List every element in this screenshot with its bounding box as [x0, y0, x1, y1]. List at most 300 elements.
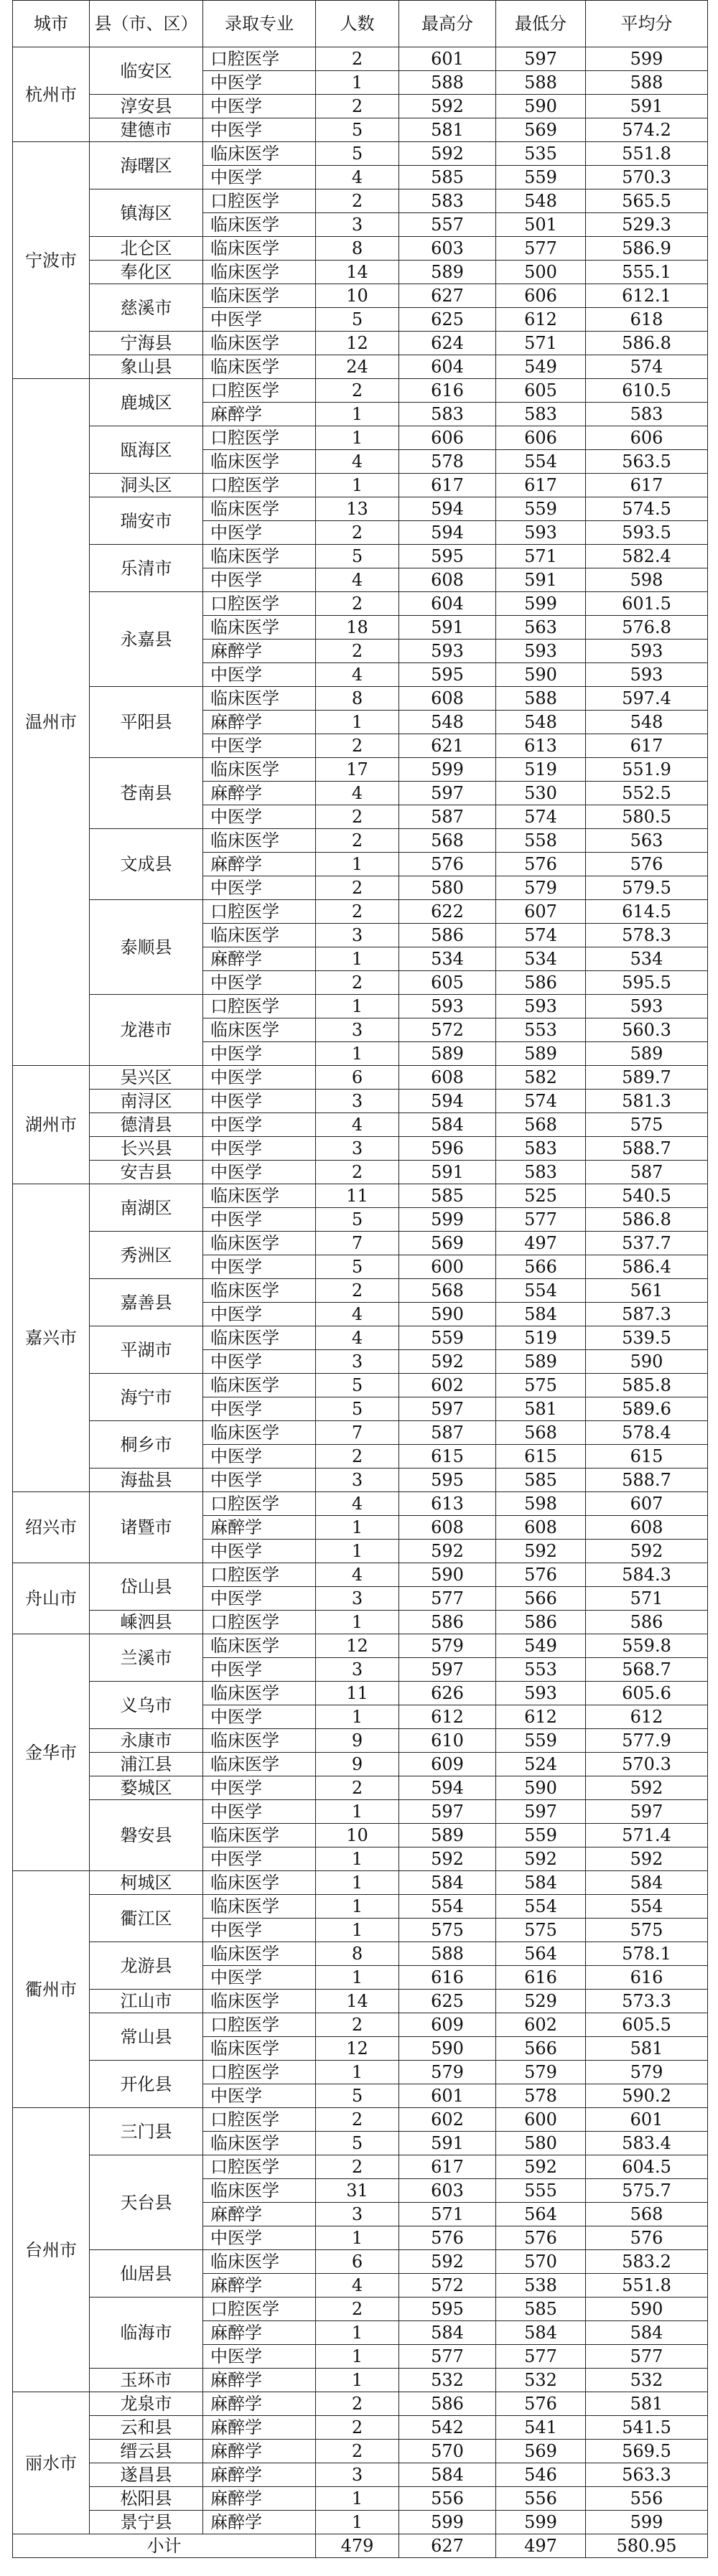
county-cell: 永嘉县	[90, 592, 203, 687]
max-score-cell: 584	[399, 2463, 496, 2487]
county-cell: 瓯海区	[90, 426, 203, 474]
avg-score-cell: 581.3	[586, 1090, 708, 1113]
major-cell: 中医学	[203, 1397, 316, 1421]
avg-score-cell: 586.4	[586, 1255, 708, 1279]
major-cell: 临床医学	[203, 2250, 316, 2274]
count-cell: 1	[316, 1516, 399, 1540]
count-cell: 2	[316, 47, 399, 71]
count-cell: 1	[316, 1919, 399, 1942]
count-cell: 4	[316, 2274, 399, 2298]
min-score-cell: 574	[496, 1090, 586, 1113]
major-cell: 麻醉学	[203, 640, 316, 663]
county-cell: 仙居县	[90, 2250, 203, 2298]
min-score-cell: 617	[496, 474, 586, 497]
count-cell: 3	[316, 1137, 399, 1161]
major-cell: 口腔医学	[203, 2155, 316, 2179]
min-score-cell: 599	[496, 592, 586, 616]
avg-score-cell: 578.4	[586, 1421, 708, 1445]
major-cell: 中医学	[203, 1255, 316, 1279]
avg-score-cell: 556	[586, 2487, 708, 2511]
major-cell: 临床医学	[203, 332, 316, 355]
county-cell: 南湖区	[90, 1184, 203, 1232]
major-cell: 中医学	[203, 1847, 316, 1871]
count-cell: 3	[316, 1018, 399, 1042]
min-score-cell: 564	[496, 2203, 586, 2226]
county-cell: 平阳县	[90, 687, 203, 758]
table-row	[13, 1776, 708, 1800]
min-score-cell: 554	[496, 450, 586, 474]
avg-score-cell: 574.5	[586, 497, 708, 521]
avg-score-cell: 618	[586, 308, 708, 332]
max-score-cell: 585	[399, 166, 496, 189]
count-cell: 1	[316, 2511, 399, 2534]
avg-score-cell: 565.5	[586, 189, 708, 213]
count-cell: 3	[316, 2463, 399, 2487]
max-score-cell: 604	[399, 592, 496, 616]
count-cell: 5	[316, 1374, 399, 1397]
county-cell: 衢江区	[90, 1895, 203, 1942]
major-cell: 中医学	[203, 1540, 316, 1563]
city-cell: 衢州市	[13, 1871, 90, 2108]
major-cell: 临床医学	[203, 1990, 316, 2013]
avg-score-cell: 606	[586, 426, 708, 450]
min-score-cell: 588	[496, 687, 586, 711]
max-score-cell: 584	[399, 1113, 496, 1137]
major-cell: 麻醉学	[203, 711, 316, 734]
major-cell: 中医学	[203, 1066, 316, 1090]
max-score-cell: 593	[399, 995, 496, 1018]
count-cell: 5	[316, 118, 399, 142]
min-score-cell: 549	[496, 1634, 586, 1658]
major-cell: 中医学	[203, 118, 316, 142]
max-score-cell: 609	[399, 2013, 496, 2037]
major-cell: 口腔医学	[203, 2061, 316, 2084]
max-score-cell: 586	[399, 924, 496, 947]
major-cell: 中医学	[203, 1350, 316, 1374]
county-cell: 临海市	[90, 2298, 203, 2369]
header-city: 城市	[13, 1, 90, 47]
major-cell: 中医学	[203, 1303, 316, 1326]
count-cell: 2	[316, 640, 399, 663]
count-cell: 2	[316, 592, 399, 616]
avg-score-cell: 583.2	[586, 2250, 708, 2274]
max-score-cell: 626	[399, 1682, 496, 1705]
count-cell: 5	[316, 308, 399, 332]
avg-score-cell: 551.8	[586, 142, 708, 166]
min-score-cell: 586	[496, 1611, 586, 1634]
subtotal-max: 627	[399, 2534, 496, 2558]
table-row	[13, 355, 708, 379]
count-cell: 4	[316, 663, 399, 687]
major-cell: 口腔医学	[203, 592, 316, 616]
count-cell: 3	[316, 1658, 399, 1682]
avg-score-cell: 617	[586, 734, 708, 758]
major-cell: 中医学	[203, 1090, 316, 1113]
min-score-cell: 606	[496, 284, 586, 308]
max-score-cell: 576	[399, 853, 496, 876]
max-score-cell: 548	[399, 711, 496, 734]
max-score-cell: 601	[399, 47, 496, 71]
city-cell: 台州市	[13, 2108, 90, 2392]
min-score-cell: 592	[496, 1847, 586, 1871]
max-score-cell: 575	[399, 1919, 496, 1942]
table-row	[13, 758, 708, 782]
count-cell: 1	[316, 947, 399, 971]
max-score-cell: 608	[399, 1516, 496, 1540]
avg-score-cell: 590	[586, 2298, 708, 2321]
max-score-cell: 601	[399, 2084, 496, 2108]
min-score-cell: 568	[496, 1421, 586, 1445]
count-cell: 1	[316, 2369, 399, 2392]
max-score-cell: 556	[399, 2487, 496, 2511]
major-cell: 麻醉学	[203, 403, 316, 426]
max-score-cell: 594	[399, 1090, 496, 1113]
min-score-cell: 612	[496, 1705, 586, 1729]
avg-score-cell: 607	[586, 1492, 708, 1516]
major-cell: 中医学	[203, 971, 316, 995]
count-cell: 1	[316, 1966, 399, 1990]
avg-score-cell: 581	[586, 2392, 708, 2416]
min-score-cell: 574	[496, 805, 586, 829]
county-cell: 吴兴区	[90, 1066, 203, 1090]
count-cell: 17	[316, 758, 399, 782]
count-cell: 6	[316, 2250, 399, 2274]
county-cell: 瑞安市	[90, 497, 203, 545]
county-cell: 松阳县	[90, 2487, 203, 2511]
avg-score-cell: 575	[586, 1113, 708, 1137]
min-score-cell: 559	[496, 166, 586, 189]
avg-score-cell: 589.7	[586, 1066, 708, 1090]
min-score-cell: 571	[496, 545, 586, 568]
count-cell: 2	[316, 95, 399, 118]
max-score-cell: 594	[399, 521, 496, 545]
min-score-cell: 568	[496, 1113, 586, 1137]
table-row	[13, 2416, 708, 2440]
table-row	[13, 1753, 708, 1776]
table-row	[13, 1374, 708, 1397]
avg-score-cell: 539.5	[586, 1326, 708, 1350]
major-cell: 中医学	[203, 2345, 316, 2369]
avg-score-cell: 577	[586, 2345, 708, 2369]
count-cell: 4	[316, 782, 399, 805]
min-score-cell: 553	[496, 1658, 586, 1682]
table-row	[13, 1800, 708, 1824]
major-cell: 口腔医学	[203, 189, 316, 213]
county-cell: 柯城区	[90, 1871, 203, 1895]
count-cell: 14	[316, 1990, 399, 2013]
table-row	[13, 1563, 708, 1587]
table-row	[13, 687, 708, 711]
county-cell: 苍南县	[90, 758, 203, 829]
max-score-cell: 596	[399, 1137, 496, 1161]
county-cell: 象山县	[90, 355, 203, 379]
table-row	[13, 379, 708, 403]
max-score-cell: 589	[399, 1824, 496, 1847]
min-score-cell: 591	[496, 568, 586, 592]
max-score-cell: 593	[399, 640, 496, 663]
count-cell: 31	[316, 2179, 399, 2203]
avg-score-cell: 560.3	[586, 1018, 708, 1042]
table-row	[13, 2298, 708, 2321]
major-cell: 中医学	[203, 734, 316, 758]
max-score-cell: 580	[399, 876, 496, 900]
table-row	[13, 995, 708, 1018]
count-cell: 2	[316, 734, 399, 758]
max-score-cell: 578	[399, 450, 496, 474]
avg-score-cell: 532	[586, 2369, 708, 2392]
min-score-cell: 597	[496, 1800, 586, 1824]
count-cell: 7	[316, 1232, 399, 1255]
table-row	[13, 1090, 708, 1113]
major-cell: 临床医学	[203, 616, 316, 640]
min-score-cell: 524	[496, 1753, 586, 1776]
major-cell: 中医学	[203, 1587, 316, 1611]
county-cell: 浦江县	[90, 1753, 203, 1776]
avg-score-cell: 563.5	[586, 450, 708, 474]
major-cell: 中医学	[203, 521, 316, 545]
avg-score-cell: 541.5	[586, 2416, 708, 2440]
table-row	[13, 1279, 708, 1303]
max-score-cell: 608	[399, 568, 496, 592]
table-row	[13, 1492, 708, 1516]
avg-score-cell: 574	[586, 355, 708, 379]
major-cell: 临床医学	[203, 1421, 316, 1445]
county-cell: 海宁市	[90, 1374, 203, 1421]
count-cell: 8	[316, 687, 399, 711]
table-row	[13, 2155, 708, 2179]
min-score-cell: 559	[496, 497, 586, 521]
max-score-cell: 576	[399, 2226, 496, 2250]
count-cell: 10	[316, 1824, 399, 1847]
max-score-cell: 595	[399, 663, 496, 687]
header-county: 县（市、区）	[90, 1, 203, 47]
max-score-cell: 603	[399, 237, 496, 261]
count-cell: 4	[316, 166, 399, 189]
major-cell: 临床医学	[203, 450, 316, 474]
county-cell: 桐乡市	[90, 1421, 203, 1469]
max-score-cell: 594	[399, 1776, 496, 1800]
table-row	[13, 2369, 708, 2392]
min-score-cell: 576	[496, 2392, 586, 2416]
major-cell: 麻醉学	[203, 853, 316, 876]
avg-score-cell: 561	[586, 1279, 708, 1303]
table-row	[13, 1184, 708, 1208]
avg-score-cell: 593	[586, 640, 708, 663]
min-score-cell: 541	[496, 2416, 586, 2440]
avg-score-cell: 534	[586, 947, 708, 971]
county-cell: 北仑区	[90, 237, 203, 261]
min-score-cell: 589	[496, 1042, 586, 1066]
city-cell: 舟山市	[13, 1563, 90, 1634]
avg-score-cell: 584	[586, 1871, 708, 1895]
county-cell: 常山县	[90, 2013, 203, 2061]
header-major: 录取专业	[203, 1, 316, 47]
min-score-cell: 519	[496, 758, 586, 782]
county-cell: 慈溪市	[90, 284, 203, 332]
max-score-cell: 572	[399, 1018, 496, 1042]
major-cell: 麻醉学	[203, 2392, 316, 2416]
min-score-cell: 581	[496, 1397, 586, 1421]
count-cell: 1	[316, 1800, 399, 1824]
major-cell: 临床医学	[203, 1326, 316, 1350]
min-score-cell: 605	[496, 379, 586, 403]
table-row	[13, 900, 708, 924]
count-cell: 2	[316, 2013, 399, 2037]
min-score-cell: 532	[496, 2369, 586, 2392]
min-score-cell: 519	[496, 1326, 586, 1350]
max-score-cell: 597	[399, 782, 496, 805]
major-cell: 临床医学	[203, 284, 316, 308]
count-cell: 5	[316, 2132, 399, 2155]
table-row	[13, 1137, 708, 1161]
avg-score-cell: 555.1	[586, 261, 708, 284]
count-cell: 3	[316, 924, 399, 947]
table-row	[13, 118, 708, 142]
major-cell: 麻醉学	[203, 2369, 316, 2392]
count-cell: 1	[316, 474, 399, 497]
max-score-cell: 613	[399, 1492, 496, 1516]
max-score-cell: 532	[399, 2369, 496, 2392]
avg-score-cell: 589	[586, 1042, 708, 1066]
major-cell: 临床医学	[203, 2132, 316, 2155]
table-row	[13, 545, 708, 568]
min-score-cell: 588	[496, 71, 586, 95]
min-score-cell: 602	[496, 2013, 586, 2037]
count-cell: 12	[316, 2037, 399, 2061]
min-score-cell: 553	[496, 1018, 586, 1042]
max-score-cell: 625	[399, 308, 496, 332]
city-cell: 宁波市	[13, 142, 90, 379]
max-score-cell: 569	[399, 1232, 496, 1255]
max-score-cell: 583	[399, 189, 496, 213]
count-cell: 11	[316, 1682, 399, 1705]
county-cell: 建德市	[90, 118, 203, 142]
table-row	[13, 1161, 708, 1184]
max-score-cell: 583	[399, 403, 496, 426]
table-row	[13, 2108, 708, 2132]
major-cell: 中医学	[203, 95, 316, 118]
min-score-cell: 570	[496, 2250, 586, 2274]
county-cell: 诸暨市	[90, 1492, 203, 1563]
major-cell: 临床医学	[203, 355, 316, 379]
min-score-cell: 559	[496, 1824, 586, 1847]
table-row	[13, 2511, 708, 2534]
avg-score-cell: 586.9	[586, 237, 708, 261]
max-score-cell: 622	[399, 900, 496, 924]
county-cell: 海盐县	[90, 1469, 203, 1492]
table-row	[13, 2487, 708, 2511]
table-row	[13, 829, 708, 853]
county-cell: 岱山县	[90, 1563, 203, 1611]
max-score-cell: 616	[399, 379, 496, 403]
max-score-cell: 586	[399, 2392, 496, 2416]
min-score-cell: 569	[496, 118, 586, 142]
avg-score-cell: 612.1	[586, 284, 708, 308]
avg-score-cell: 582.4	[586, 545, 708, 568]
table-row	[13, 2392, 708, 2416]
min-score-cell: 612	[496, 308, 586, 332]
major-cell: 临床医学	[203, 1824, 316, 1847]
count-cell: 24	[316, 355, 399, 379]
subtotal-avg: 580.95	[586, 2534, 708, 2558]
avg-score-cell: 598	[586, 568, 708, 592]
major-cell: 临床医学	[203, 829, 316, 853]
major-cell: 口腔医学	[203, 474, 316, 497]
count-cell: 18	[316, 616, 399, 640]
table-body	[13, 47, 708, 2534]
min-score-cell: 576	[496, 853, 586, 876]
max-score-cell: 542	[399, 2416, 496, 2440]
min-score-cell: 586	[496, 971, 586, 995]
max-score-cell: 627	[399, 284, 496, 308]
count-cell: 5	[316, 142, 399, 166]
avg-score-cell: 563	[586, 829, 708, 853]
count-cell: 1	[316, 71, 399, 95]
major-cell: 临床医学	[203, 1279, 316, 1303]
count-cell: 1	[316, 995, 399, 1018]
major-cell: 中医学	[203, 2226, 316, 2250]
county-cell: 景宁县	[90, 2511, 203, 2534]
avg-score-cell: 588.7	[586, 1137, 708, 1161]
min-score-cell: 615	[496, 1445, 586, 1469]
min-score-cell: 566	[496, 1255, 586, 1279]
major-cell: 口腔医学	[203, 2013, 316, 2037]
max-score-cell: 585	[399, 1184, 496, 1208]
county-cell: 海曙区	[90, 142, 203, 189]
min-score-cell: 555	[496, 2179, 586, 2203]
county-cell: 镇海区	[90, 189, 203, 237]
min-score-cell: 600	[496, 2108, 586, 2132]
major-cell: 口腔医学	[203, 379, 316, 403]
avg-score-cell: 589.6	[586, 1397, 708, 1421]
min-score-cell: 554	[496, 1895, 586, 1919]
county-cell: 云和县	[90, 2416, 203, 2440]
county-cell: 洞头区	[90, 474, 203, 497]
avg-score-cell: 576	[586, 853, 708, 876]
max-score-cell: 603	[399, 2179, 496, 2203]
admission-score-table	[12, 0, 708, 2558]
avg-score-cell: 588	[586, 71, 708, 95]
avg-score-cell: 593.5	[586, 521, 708, 545]
major-cell: 麻醉学	[203, 2416, 316, 2440]
min-score-cell: 583	[496, 1161, 586, 1184]
county-cell: 德清县	[90, 1113, 203, 1137]
avg-score-cell: 599	[586, 2511, 708, 2534]
county-cell: 龙游县	[90, 1942, 203, 1990]
max-score-cell: 584	[399, 2321, 496, 2345]
count-cell: 1	[316, 2487, 399, 2511]
avg-score-cell: 579.5	[586, 876, 708, 900]
min-score-cell: 589	[496, 1350, 586, 1374]
major-cell: 中医学	[203, 663, 316, 687]
major-cell: 麻醉学	[203, 947, 316, 971]
major-cell: 临床医学	[203, 924, 316, 947]
count-cell: 1	[316, 1042, 399, 1066]
county-cell: 临安区	[90, 47, 203, 95]
count-cell: 2	[316, 379, 399, 403]
table-row	[13, 426, 708, 450]
county-cell: 乐清市	[90, 545, 203, 592]
max-score-cell: 589	[399, 1042, 496, 1066]
count-cell: 11	[316, 1184, 399, 1208]
min-score-cell: 584	[496, 1871, 586, 1895]
avg-score-cell: 580.5	[586, 805, 708, 829]
max-score-cell: 592	[399, 142, 496, 166]
table-row	[13, 2013, 708, 2037]
city-cell: 绍兴市	[13, 1492, 90, 1563]
subtotal-label: 小计	[13, 2534, 316, 2558]
min-score-cell: 580	[496, 2132, 586, 2155]
